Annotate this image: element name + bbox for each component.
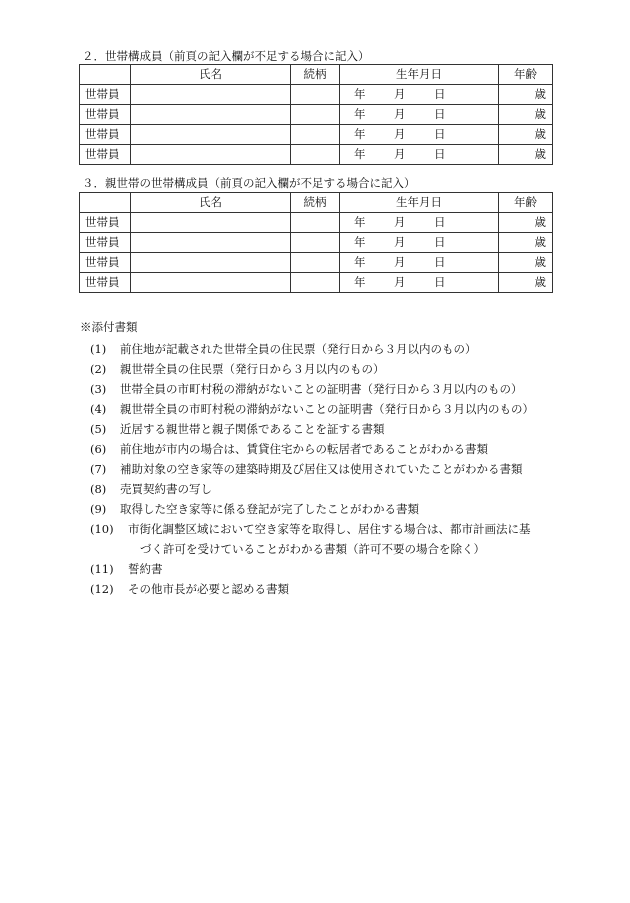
birthdate-field[interactable]	[340, 105, 499, 125]
table-row	[80, 145, 553, 165]
month-label: 月	[394, 107, 406, 121]
role-label: 世帯員	[80, 145, 131, 165]
item-number: (2)	[90, 362, 107, 376]
birthdate-field[interactable]	[340, 85, 499, 105]
role-label: 世帯員	[80, 273, 131, 293]
day-label: 日	[434, 107, 446, 121]
name-field[interactable]	[131, 145, 291, 165]
header-empty	[80, 193, 131, 213]
role-label: 世帯員	[80, 253, 131, 273]
item-text-continued: づく許可を受けていることがわかる書類（許可不要の場合を除く）	[140, 542, 485, 556]
item-number: (4)	[90, 402, 107, 416]
parent-household-members-table	[79, 192, 553, 293]
day-label: 日	[434, 215, 446, 229]
header-relation: 続柄	[291, 65, 340, 85]
day-label: 日	[434, 235, 446, 249]
item-text: 市街化調整区域において空き家等を取得し、居住する場合は、都市計画法に基	[128, 522, 531, 536]
year-label: 年	[354, 87, 366, 101]
year-label: 年	[354, 215, 366, 229]
role-label: 世帯員	[80, 125, 131, 145]
list-item	[80, 439, 560, 459]
relation-field[interactable]	[291, 145, 340, 165]
day-label: 日	[434, 87, 446, 101]
list-item	[80, 559, 560, 579]
name-field[interactable]	[131, 125, 291, 145]
month-label: 月	[394, 147, 406, 161]
item-text: 取得した空き家等に係る登記が完了したことがわかる書類	[120, 502, 419, 516]
relation-field[interactable]	[291, 125, 340, 145]
list-item	[80, 379, 560, 399]
day-label: 日	[434, 255, 446, 269]
age-field[interactable]: 歳	[499, 213, 553, 233]
list-item	[80, 579, 560, 599]
attachments-list	[80, 339, 560, 599]
list-item	[80, 339, 560, 359]
item-number: (1)	[90, 342, 107, 356]
item-number: (12)	[90, 582, 114, 596]
list-item	[80, 419, 560, 439]
day-label: 日	[434, 127, 446, 141]
name-field[interactable]	[131, 273, 291, 293]
relation-field[interactable]	[291, 105, 340, 125]
year-label: 年	[354, 107, 366, 121]
month-label: 月	[394, 235, 406, 249]
age-field[interactable]: 歳	[499, 145, 553, 165]
year-label: 年	[354, 235, 366, 249]
year-label: 年	[354, 255, 366, 269]
relation-field[interactable]	[291, 85, 340, 105]
role-label: 世帯員	[80, 105, 131, 125]
age-field[interactable]: 歳	[499, 253, 553, 273]
month-label: 月	[394, 87, 406, 101]
name-field[interactable]	[131, 233, 291, 253]
item-number: (7)	[90, 462, 107, 476]
birthdate-field[interactable]	[340, 253, 499, 273]
role-label: 世帯員	[80, 233, 131, 253]
year-label: 年	[354, 147, 366, 161]
birthdate-field[interactable]	[340, 213, 499, 233]
item-number: (9)	[90, 502, 107, 516]
year-label: 年	[354, 275, 366, 289]
table-row	[80, 85, 553, 105]
table-row	[80, 233, 553, 253]
name-field[interactable]	[131, 85, 291, 105]
table-row	[80, 125, 553, 145]
item-number: (10)	[90, 522, 114, 536]
item-number: (5)	[90, 422, 107, 436]
list-item	[80, 399, 560, 419]
table-row	[80, 273, 553, 293]
relation-field[interactable]	[291, 273, 340, 293]
item-text: 親世帯全員の市町村税の滞納がないことの証明書（発行日から３月以内のもの）	[120, 402, 534, 416]
table-row	[80, 213, 553, 233]
header-age: 年齢	[499, 193, 553, 213]
year-label: 年	[354, 127, 366, 141]
birthdate-field[interactable]	[340, 233, 499, 253]
item-number: (8)	[90, 482, 107, 496]
relation-field[interactable]	[291, 233, 340, 253]
day-label: 日	[434, 147, 446, 161]
name-field[interactable]	[131, 253, 291, 273]
item-text: 売買契約書の写し	[120, 482, 212, 496]
item-text: 世帯全員の市町村税の滞納がないことの証明書（発行日から３月以内のもの）	[120, 382, 523, 396]
section-3-title: ３．親世帯の世帯構成員（前頁の記入欄が不足する場合に記入）	[82, 176, 416, 190]
item-text: 近居する親世帯と親子関係であることを証する書類	[120, 422, 385, 436]
list-item	[80, 359, 560, 379]
attachments-heading: ※添付書類	[80, 320, 138, 334]
relation-field[interactable]	[291, 213, 340, 233]
day-label: 日	[434, 275, 446, 289]
birthdate-field[interactable]	[340, 125, 499, 145]
list-item	[80, 479, 560, 499]
list-item	[80, 499, 560, 519]
table-header-row	[80, 65, 553, 85]
header-age: 年齢	[499, 65, 553, 85]
item-text: 補助対象の空き家等の建築時期及び居住又は使用されていたことがわかる書類	[120, 462, 523, 476]
birthdate-field[interactable]	[340, 145, 499, 165]
role-label: 世帯員	[80, 85, 131, 105]
list-item	[80, 459, 560, 479]
section-2-title: ２．世帯構成員（前頁の記入欄が不足する場合に記入）	[82, 49, 370, 63]
age-field[interactable]: 歳	[499, 233, 553, 253]
table-row	[80, 105, 553, 125]
item-number: (11)	[90, 562, 114, 576]
item-number: (6)	[90, 442, 107, 456]
birthdate-field[interactable]	[340, 273, 499, 293]
table-header-row	[80, 193, 553, 213]
month-label: 月	[394, 275, 406, 289]
list-item	[80, 519, 560, 559]
month-label: 月	[394, 215, 406, 229]
header-birthdate: 生年月日	[340, 193, 499, 213]
household-members-table	[79, 64, 553, 165]
month-label: 月	[394, 127, 406, 141]
header-relation: 続柄	[291, 193, 340, 213]
name-field[interactable]	[131, 213, 291, 233]
relation-field[interactable]	[291, 253, 340, 273]
age-field[interactable]: 歳	[499, 85, 553, 105]
month-label: 月	[394, 255, 406, 269]
age-field[interactable]: 歳	[499, 125, 553, 145]
item-text: 前住地が記載された世帯全員の住民票（発行日から３月以内のもの）	[120, 342, 477, 356]
age-field[interactable]: 歳	[499, 273, 553, 293]
header-name: 氏名	[131, 193, 291, 213]
item-text: 前住地が市内の場合は、賃貸住宅からの転居者であることがわかる書類	[120, 442, 488, 456]
item-text: 親世帯全員の住民票（発行日から３月以内のもの）	[120, 362, 385, 376]
role-label: 世帯員	[80, 213, 131, 233]
item-number: (3)	[90, 382, 107, 396]
age-field[interactable]: 歳	[499, 105, 553, 125]
header-empty	[80, 65, 131, 85]
item-text: 誓約書	[128, 562, 163, 576]
header-name: 氏名	[131, 65, 291, 85]
table-row	[80, 253, 553, 273]
name-field[interactable]	[131, 105, 291, 125]
header-birthdate: 生年月日	[340, 65, 499, 85]
item-text: その他市長が必要と認める書類	[128, 582, 289, 596]
